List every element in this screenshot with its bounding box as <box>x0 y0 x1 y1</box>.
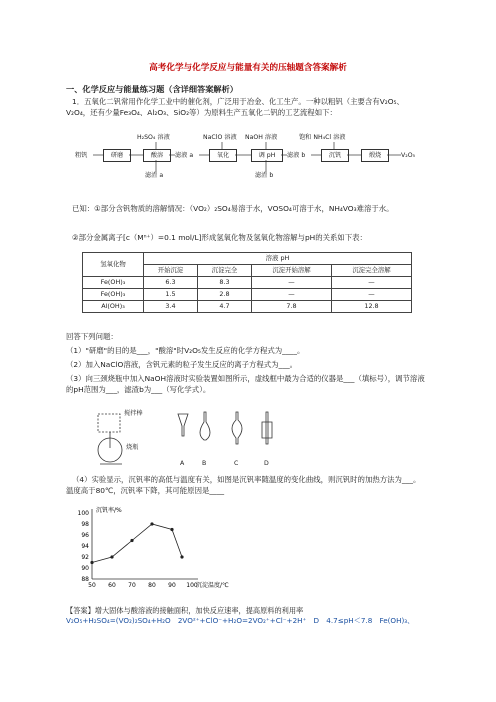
question-1-intro: 1．五氧化二钒常用作化学工业中的催化剂，广泛用于冶金、化工生产。一种以粗钒（主要含有V₂O₅、V₂O₄，还有少量Fe₃O₄、Al₂O₃、SiO₂等）为原料生产五氧化二钒的工艺流程如下： <box>66 97 404 117</box>
x-axis-label: 沉淀温度/℃ <box>196 582 229 589</box>
flow-oxidize: 氧化 <box>209 149 237 162</box>
flow-precip: 沉钒 <box>321 149 349 162</box>
table-cell: 8.3 <box>198 277 252 289</box>
table-cell: Fe(OH)₃ <box>83 277 144 289</box>
table-cell: — <box>252 277 332 289</box>
table-cell: — <box>331 289 411 301</box>
flow-adjust-ph: 调 pH <box>251 149 283 162</box>
table-corner: 氢氧化物 <box>83 253 144 277</box>
answer-text: 增大固体与酸溶液的接触面积，加快反应速率，提高原料的利用率 <box>94 606 304 615</box>
data-point <box>180 555 183 558</box>
question-1-1: （1）"研磨"的目的是___，"酸溶"时V₂O₅发生反应的化学方程式为____。 <box>66 346 305 355</box>
flow-residue-b: 滤渣 b <box>255 172 274 179</box>
x-tick-label: 70 <box>128 582 136 589</box>
flow-acid: 酸溶 <box>143 149 171 162</box>
label-d: D <box>264 460 269 467</box>
y-tick-label: 100 <box>77 510 89 517</box>
label-a: A <box>180 460 185 467</box>
label-b: B <box>202 460 207 467</box>
flow-reagent-4: 饱和 NH₄Cl 溶液 <box>299 134 346 141</box>
question-1-2: （2）加入NaClO溶液，含钒元素的粒子发生反应的离子方程式为___。 <box>66 360 298 369</box>
flow-filtrate-a: 滤液 a <box>175 152 194 159</box>
table-cell: Fe(OH)₃ <box>83 289 144 301</box>
y-tick-label: 88 <box>81 576 89 583</box>
y-tick-label: 94 <box>81 543 89 550</box>
section-heading: 一、化学反应与能量练习题（含详细答案解析） <box>66 84 238 94</box>
question-1-4: （4）实验显示，沉钒率的高低与温度有关，如图是沉钒率随温度的变化曲线，则沉钒时的加热方法为___。温度高于80℃，沉钒率下降，其可能原因是____ <box>66 475 421 495</box>
flow-filtrate-b: 滤液 b <box>287 152 306 159</box>
table-cell: Al(OH)₃ <box>83 301 144 313</box>
answer-block <box>66 606 436 627</box>
known-1: 已知：①部分含钒物质的溶解情况：（VO₂）₂SO₄易溶于水，VOSO₄可溶于水，NH₄VO₃难溶于水。 <box>72 204 394 213</box>
table-header: 沉淀完全 <box>198 265 252 277</box>
flow-reagent-3: NaOH 溶液 <box>245 134 278 141</box>
data-point <box>130 539 133 542</box>
y-tick-label: 96 <box>81 532 89 539</box>
chart-svg <box>66 505 266 595</box>
question-1-3: （3）向三颈烧瓶中加入NaOH溶液时实验装置如图所示，虚线框中最为合适的仪器是___（填标号），调节溶液的pH范围为___，滤渣b为___（写化学式）。 <box>66 374 425 394</box>
y-axis-label: 沉钒率/% <box>96 507 122 514</box>
table-header: 沉淀完全溶解 <box>331 265 411 277</box>
flow-grind: 研磨 <box>103 149 131 162</box>
series-line <box>92 524 182 563</box>
data-point <box>90 561 93 564</box>
table-cell: — <box>252 289 332 301</box>
apparatus-figure <box>96 408 296 472</box>
answer-line-2: V₂O₅+H₂SO₄=(VO₂)₂SO₄+H₂O 2VO²⁺+ClO⁻+H₂O=2VO₂⁺+Cl⁻+2H⁺ D 4.7≤pH＜7.8 Fe(OH)₃、 <box>66 616 415 626</box>
y-tick-label: 92 <box>81 554 89 561</box>
table-cell: 1.5 <box>144 289 198 301</box>
flow-reagent-2: NaClO 溶液 <box>203 134 237 141</box>
table-cell: 7.8 <box>252 301 332 313</box>
table-header: 沉淀开始溶解 <box>252 265 332 277</box>
flow-product: V₂O₅ <box>401 152 416 159</box>
y-tick-label: 90 <box>81 565 89 572</box>
table-cell: 6.3 <box>144 277 198 289</box>
table-header: 开始沉淀 <box>144 265 198 277</box>
flow-reagent-1: H₂SO₄ 溶液 <box>137 134 170 141</box>
table-group-header: 溶液 pH <box>144 253 412 265</box>
ph-table <box>82 252 412 313</box>
flow-arrows <box>75 142 425 186</box>
table-row <box>83 277 412 289</box>
x-tick-label: 90 <box>168 582 176 589</box>
x-tick-label: 50 <box>88 582 96 589</box>
table-row <box>83 301 412 313</box>
table-cell: 12.8 <box>331 301 411 313</box>
precipitation-rate-chart <box>66 505 266 595</box>
label-c: C <box>234 460 239 467</box>
page-title: 高考化学与化学反应与能量有关的压轴题含答案解析 <box>149 63 347 73</box>
label-flask: 烧瓶 <box>126 444 139 451</box>
table-cell: — <box>331 277 411 289</box>
data-point <box>110 555 113 558</box>
data-point <box>150 522 153 525</box>
x-tick-label: 100 <box>186 582 198 589</box>
flow-raw: 粗钒 <box>75 152 88 159</box>
flow-calcine: 煅烧 <box>361 149 389 162</box>
table-row <box>83 289 412 301</box>
answer-label: 【答案】 <box>66 606 95 615</box>
flow-residue-a: 滤渣 a <box>145 172 164 179</box>
label-stir: 搅拌棒 <box>124 410 143 417</box>
y-tick-label: 98 <box>81 521 89 528</box>
table-cell: 4.7 <box>198 301 252 313</box>
x-tick-label: 60 <box>108 582 116 589</box>
known-2: ②部分金属离子[c（Mⁿ⁺）=0.1 mol/L]形成氢氧化物及氢氧化物溶解与pH的关系如下表： <box>72 233 367 242</box>
answer-prompt: 回答下列问题： <box>66 332 118 341</box>
data-point <box>170 528 173 531</box>
table-cell: 2.8 <box>198 289 252 301</box>
process-flow-diagram <box>75 134 425 202</box>
x-tick-label: 80 <box>148 582 156 589</box>
table-cell: 3.4 <box>144 301 198 313</box>
